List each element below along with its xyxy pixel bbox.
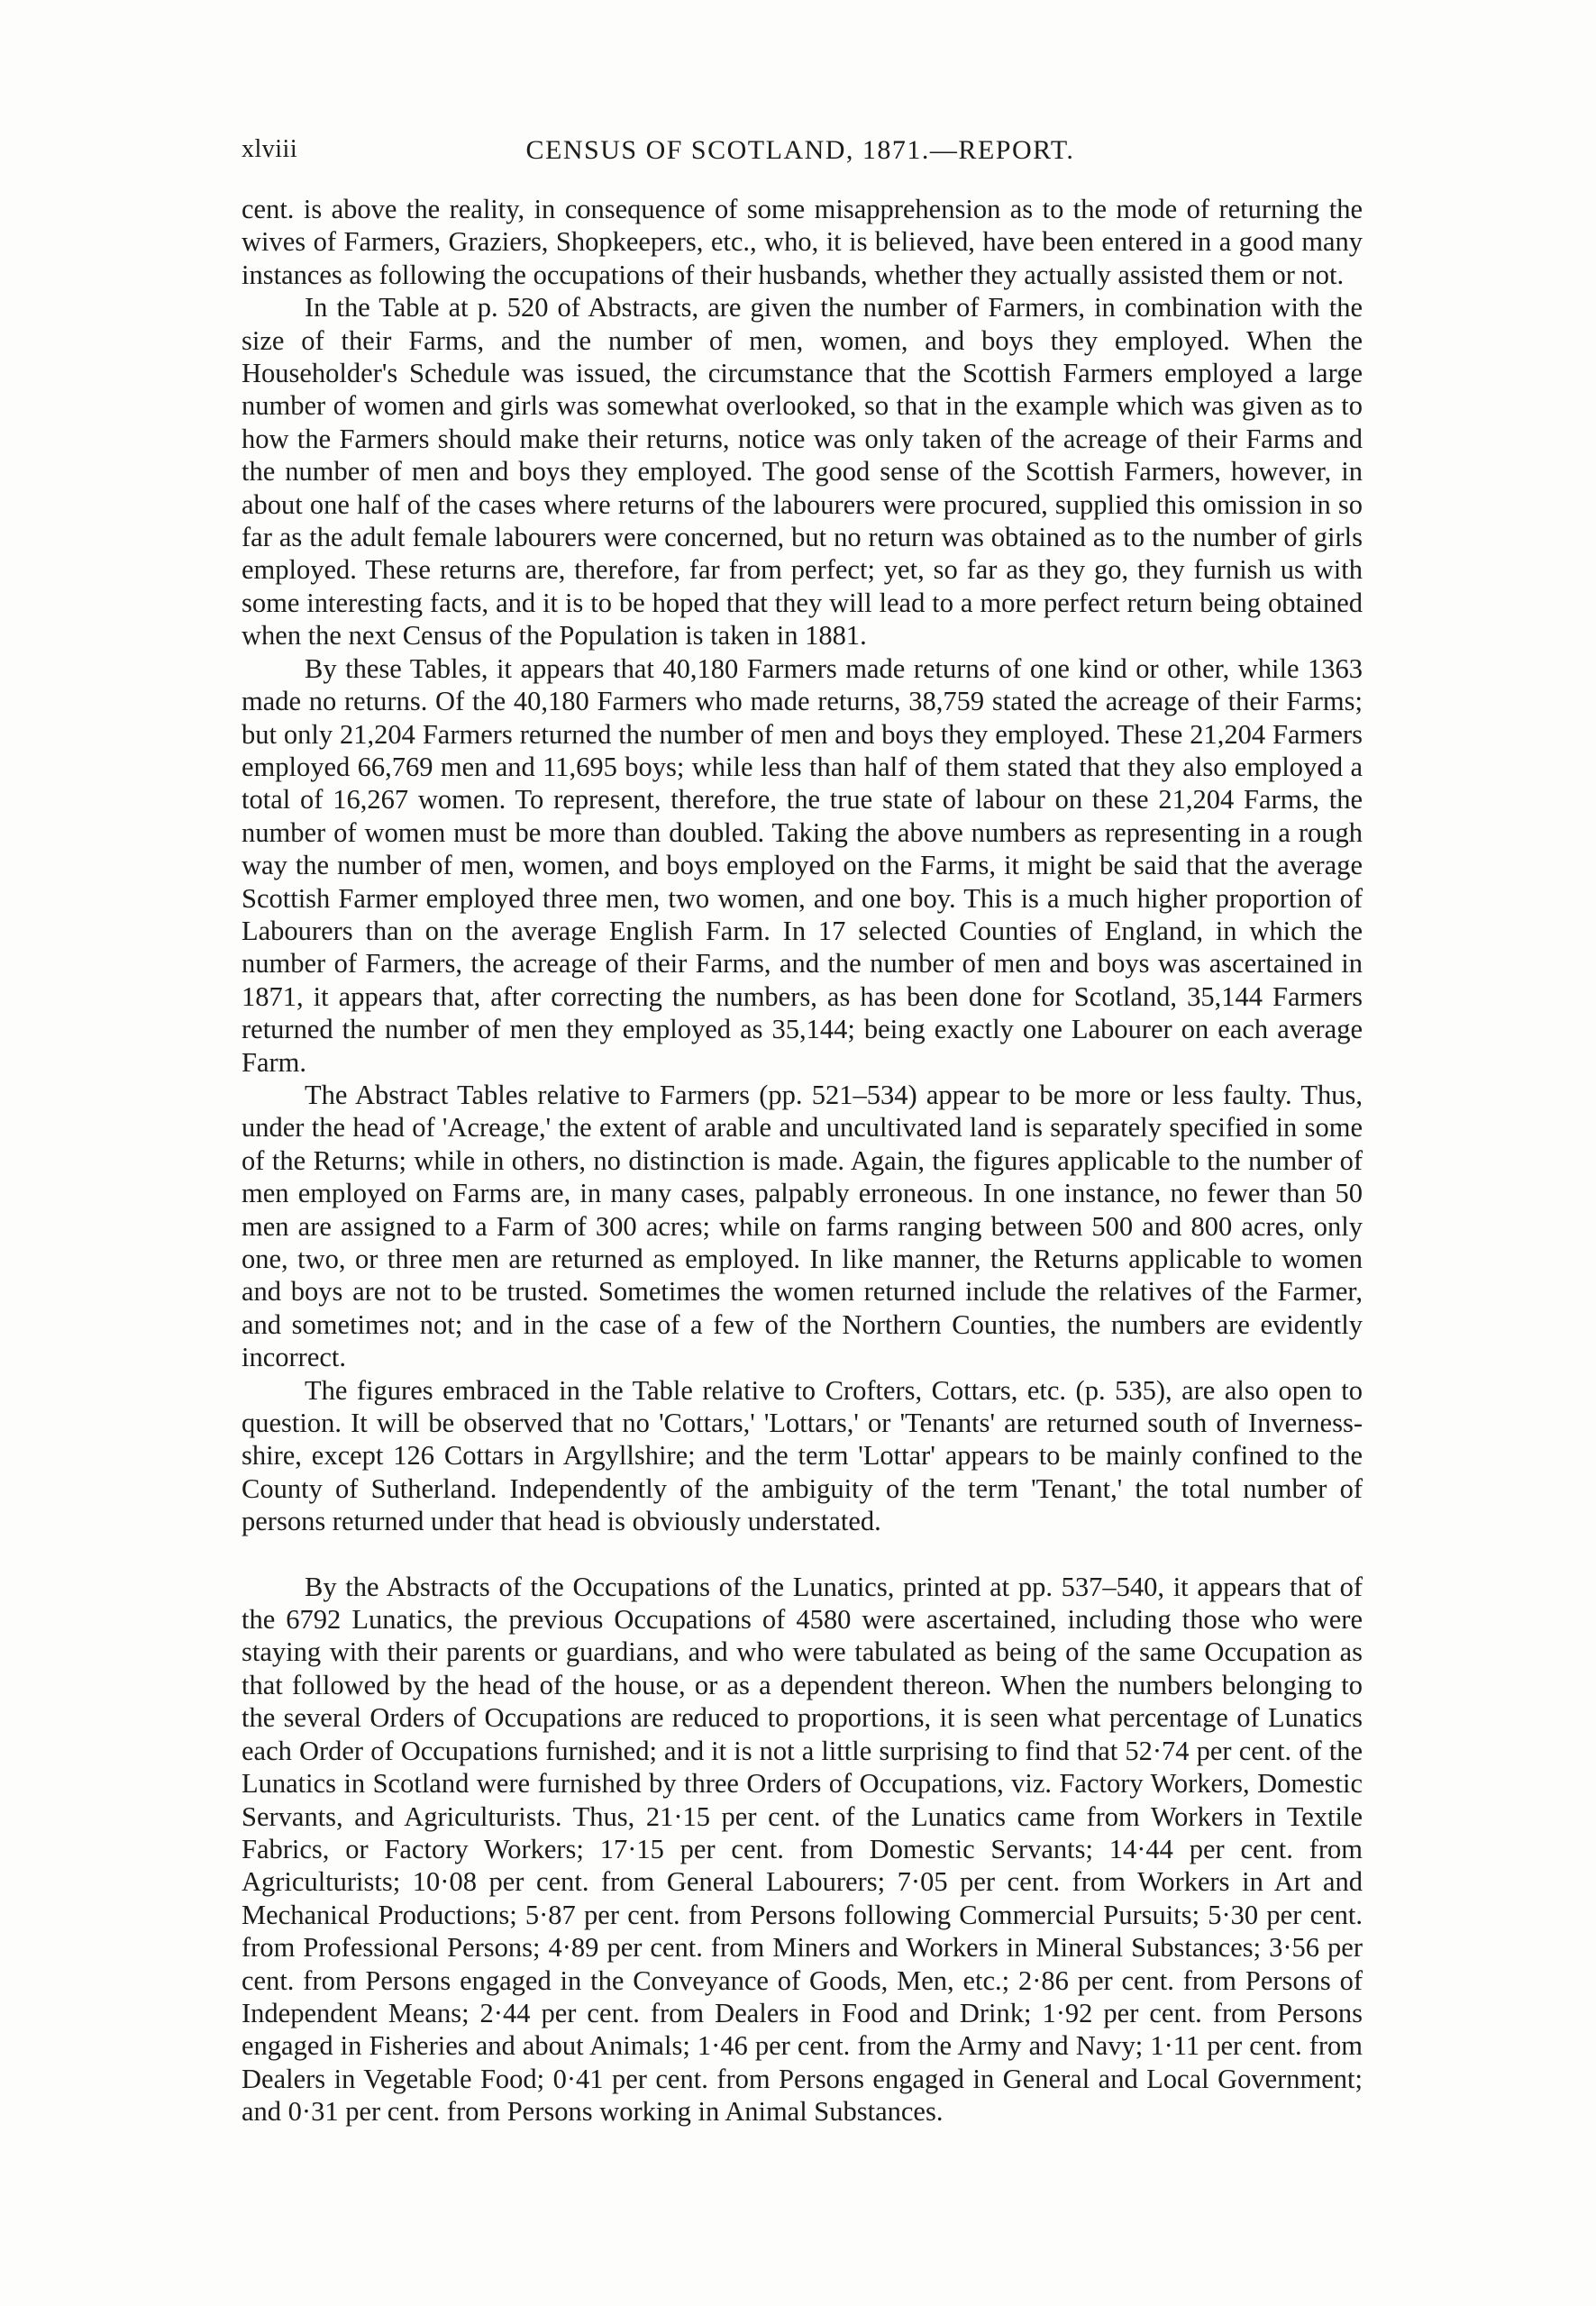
- paragraph-farmer-returns: By these Tables, it appears that 40,180 Farmers made returns of one kind or other, while 1363 made no returns. Of the 40,180 Farmers who made returns, 38,759 stated the acreage of their Farms; but only 21,204 Farmers returned the number of men and boys they employed. These 21,204 Farmers employed 66,769 men and 11,695 boys; while less than half of them stated that they also employed a total of 16,267 women. To represent, therefore, the true state of labour on these 21,204 Farms, the number of women must be more than doubled. Taking the above numbers as representing in a rough way the number of men, women, and boys employed on the Farms, it might be said that the average Scottish Farmer employed three men, two women, and one boy. This is a much higher proportion of Labourers than on the average English Farm. In 17 selected Counties of England, in which the number of Farmers, the acreage of their Farms, and the number of men and boys was ascertained in 1871, it appears that, after correcting the numbers, as has been done for Scotland, 35,144 Farmers returned the number of men they employed as 35,144; being exactly one Labourer on each average Farm.: [242, 652, 1363, 1078]
- paragraph-continuation: cent. is above the reality, in consequence of some misapprehension as to the mode of returning the wives of Farmers, Graziers, Shopkeepers, etc., who, it is believed, have been entered in a good many instances as following the occupations of their husbands, whether they actually assisted them or not.: [242, 194, 1363, 290]
- section-gap: [242, 1538, 1363, 1571]
- paragraph-crofters-cottars: The figures embraced in the Table relative to Crofters, Cottars, etc. (p. 535), are also open to question. It will be observed that no 'Cottars,' 'Lottars,' or 'Tenants' are returned south of Inverness-shire, except 126 Cottars in Argyllshire; and the term 'Lottar' appears to be mainly confined to the County of Sutherland. Independently of the ambiguity of the term 'Tenant,' the total number of persons returned under that head is obviously understated.: [242, 1374, 1363, 1537]
- paragraph-abstract-tables: The Abstract Tables relative to Farmers (pp. 521–534) appear to be more or less faulty. Thus, under the head of 'Acreage,' the extent of arable and uncultivated land is separately specified in some of the Returns; while in others, no distinction is made. Again, the figures applicable to the number of men employed on Farms are, in many cases, palpably erroneous. In one instance, no fewer than 50 men are assigned to a Farm of 300 acres; while on farms ranging between 500 and 800 acres, only one, two, or three men are returned as employed. In like manner, the Returns applicable to women and boys are not to be trusted. Sometimes the women returned include the relatives of the Farmer, and sometimes not; and in the case of a few of the Northern Counties, the numbers are evidently incorrect.: [242, 1079, 1363, 1373]
- paragraph-lunatics: By the Abstracts of the Occupations of the Lunatics, printed at pp. 537–540, it appears that of the 6792 Lunatics, the previous Occupations of 4580 were ascertained, including those who were staying with their parents or guardians, and who were tabulated as being of the same Occupation as that followed by the head of the house, or as a dependent thereon. When the numbers belonging to the several Orders of Occupations are reduced to proportions, it is seen what percentage of Lunatics each Order of Occupations furnished; and it is not a little surprising to find that 52·74 per cent. of the Lunatics in Scotland were furnished by three Orders of Occupations, viz. Factory Workers, Domestic Servants, and Agriculturists. Thus, 21·15 per cent. of the Lunatics came from Workers in Textile Fabrics, or Factory Workers; 17·15 per cent. from Domestic Servants; 14·44 per cent. from Agriculturists; 10·08 per cent. from General Labourers; 7·05 per cent. from Workers in Art and Mechanical Productions; 5·87 per cent. from Persons following Commercial Pursuits; 5·30 per cent. from Professional Persons; 4·89 per cent. from Miners and Workers in Mineral Substances; 3·56 per cent. from Persons engaged in the Conveyance of Goods, Men, etc.; 2·86 per cent. from Persons of Independent Means; 2·44 per cent. from Dealers in Food and Drink; 1·92 per cent. from Persons engaged in Fisheries and about Animals; 1·46 per cent. from the Army and Navy; 1·11 per cent. from Dealers in Vegetable Food; 0·41 per cent. from Persons engaged in General and Local Government; and 0·31 per cent. from Persons working in Animal Substances.: [242, 1571, 1363, 2128]
- page-number: xlviii: [242, 135, 298, 163]
- paragraph-farmers-table: In the Table at p. 520 of Abstracts, are given the number of Farmers, in combination with the size of their Farms, and the number of men, women, and boys they employed. When the Householder's Schedule was issued, the circumstance that the Scottish Farmers employed a large number of women and girls was somewhat overlooked, so that in the example which was given as to how the Farmers should make their returns, notice was only taken of the acreage of their Farms and the number of men and boys they employed. The good sense of the Scottish Farmers, however, in about one half of the cases where returns of the labourers were procured, supplied this omission in so far as the adult female labourers were concerned, but no return was obtained as to the number of girls employed. These returns are, therefore, far from perfect; yet, so far as they go, they furnish us with some interesting facts, and it is to be hoped that they will lead to a more perfect return being obtained when the next Census of the Population is taken in 1881.: [242, 292, 1363, 652]
- running-header: [242, 135, 1359, 171]
- page-title: CENSUS OF SCOTLAND, 1871.—REPORT.: [525, 135, 1075, 165]
- body-text: [242, 193, 1363, 2128]
